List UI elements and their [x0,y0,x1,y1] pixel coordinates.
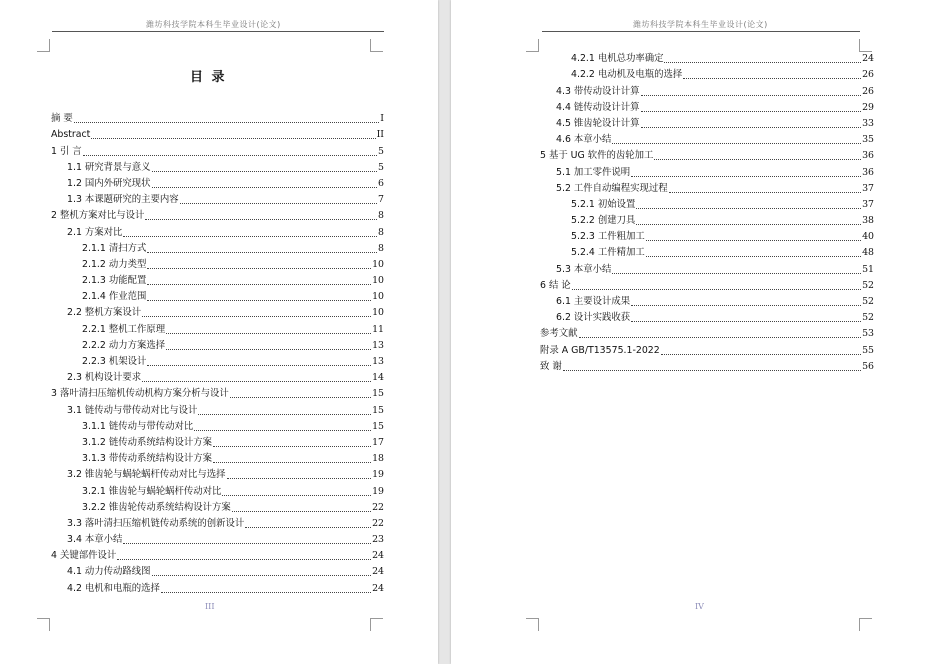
toc-leader-dots [572,289,861,290]
toc-entry-page-number: 48 [862,247,874,259]
toc-entry[interactable] [540,294,874,310]
toc-entry[interactable] [51,370,384,386]
toc-leader-dots [91,138,375,139]
toc-leader-dots [563,370,861,371]
toc-entry-label: 5.2.4 工件精加工 [571,247,645,259]
toc-entry[interactable] [51,451,384,467]
toc-leader-dots [641,95,862,96]
toc-entry[interactable] [51,338,384,354]
toc-entry[interactable] [51,516,384,532]
toc-entry-label: 4.5 锥齿轮设计计算 [556,117,640,129]
toc-leader-dots [194,430,371,431]
toc-entry[interactable] [540,229,874,245]
toc-list-left [51,111,384,597]
toc-entry[interactable] [51,467,384,483]
toc-entry-label: 3.4 本章小结 [67,534,123,546]
toc-entry-label: 5 基于 UG 软件的齿轮加工 [540,150,654,162]
toc-leader-dots [669,192,861,193]
toc-leader-dots [198,414,371,415]
toc-entry-label: 3.1.1 链传动与带传动对比 [82,420,194,432]
toc-leader-dots [74,122,380,123]
toc-entry[interactable] [540,164,874,180]
toc-leader-dots [147,284,371,285]
toc-entry[interactable] [51,192,384,208]
document-page-right [451,0,930,664]
toc-entry-page-number: 7 [378,194,384,206]
toc-entry-label: 5.1 加工零件说明 [556,166,631,178]
toc-entry-page-number: 8 [378,210,384,222]
toc-entry-label: 1 引 言 [51,145,82,157]
toc-entry[interactable] [540,116,874,132]
toc-entry[interactable] [51,241,384,257]
crop-mark-bottom-right [370,618,383,631]
toc-entry-label: 5.2.2 创建刀具 [571,215,636,227]
toc-entry[interactable] [51,548,384,564]
toc-leader-dots [612,273,861,274]
toc-leader-dots [245,527,371,528]
toc-entry-page-number: 35 [862,134,874,146]
toc-leader-dots [147,300,371,301]
page-number-footer: III [205,602,215,611]
toc-entry-page-number: 37 [862,198,874,210]
toc-entry[interactable] [540,278,874,294]
toc-entry-page-number: 36 [862,150,874,162]
header-rule [542,31,860,32]
toc-entry[interactable] [51,111,384,127]
toc-leader-dots [636,224,861,225]
toc-entry-label: 2.1.1 清扫方式 [82,242,147,254]
toc-entry[interactable] [51,500,384,516]
toc-entry-label: 1.3 本课题研究的主要内容 [67,194,179,206]
toc-leader-dots [683,78,861,79]
header-rule [52,31,384,32]
crop-mark-top-left [37,39,50,52]
toc-entry-page-number: 11 [372,323,384,335]
toc-entry-page-number: 24 [372,550,384,562]
toc-entry-label: 3.2.2 锥齿轮传动系统结构设计方案 [82,501,231,513]
toc-entry-page-number: 6 [378,177,384,189]
toc-entry-page-number: II [376,129,384,141]
toc-entry-label: 2.1.2 动力类型 [82,258,147,270]
toc-entry-page-number: 22 [372,517,384,529]
toc-entry-label: 2.2.2 动力方案选择 [82,339,166,351]
toc-entry-page-number: 29 [862,101,874,113]
toc-entry-label: 2 整机方案对比与设计 [51,210,145,222]
toc-entry-page-number: 8 [378,242,384,254]
toc-leader-dots [145,219,377,220]
toc-entry[interactable] [540,213,874,229]
toc-entry-page-number: 10 [372,307,384,319]
toc-leader-dots [213,446,371,447]
toc-entry[interactable] [51,435,384,451]
toc-leader-dots [166,333,371,334]
toc-entry-label: 2.2 整机方案设计 [67,307,142,319]
toc-leader-dots [147,252,377,253]
toc-entry-label: 2.3 机构设计要求 [67,372,142,384]
toc-leader-dots [152,187,378,188]
toc-entry-label: 4 关键部件设计 [51,550,117,562]
document-page-left [0,0,438,664]
toc-leader-dots [213,462,371,463]
toc-entry[interactable] [540,326,874,342]
toc-entry-page-number: 24 [372,582,384,594]
toc-entry[interactable] [540,51,874,67]
toc-entry-label: 1.2 国内外研究现状 [67,177,151,189]
toc-leader-dots [631,321,861,322]
toc-entry-page-number: 18 [372,453,384,465]
toc-entry-page-number: 15 [372,404,384,416]
toc-entry[interactable] [51,127,384,143]
toc-entry[interactable] [51,483,384,499]
toc-entry-label: 4.3 带传动设计计算 [556,85,640,97]
toc-entry-label: 2.2.3 机架设计 [82,356,147,367]
toc-entry-page-number: 52 [862,296,874,307]
toc-entry-page-number: 55 [862,344,874,356]
toc-entry-page-number: 51 [862,263,874,275]
toc-entry[interactable] [540,261,874,277]
toc-entry-label: 5.2.1 初始设置 [571,198,636,210]
toc-entry-label: 3.3 落叶清扫压缩机链传动系统的创新设计 [67,517,245,529]
toc-leader-dots [579,337,862,338]
toc-entry-label: 6.1 主要设计成果 [556,296,631,307]
toc-leader-dots [166,349,371,350]
toc-entry[interactable] [51,143,384,159]
toc-entry[interactable] [540,197,874,213]
toc-leader-dots [123,543,371,544]
toc-entry[interactable] [51,386,384,402]
toc-leader-dots [83,155,377,156]
toc-entry-page-number: 52 [862,312,874,324]
toc-entry-page-number: 36 [862,166,874,178]
toc-leader-dots [612,143,861,144]
toc-leader-dots [641,127,862,128]
toc-entry-label: 5.2.3 工件粗加工 [571,231,645,243]
toc-leader-dots [227,478,372,479]
toc-entry-label: 摘 要 [51,113,73,125]
toc-entry-page-number: 26 [862,85,874,97]
crop-mark-bottom-right [859,618,872,631]
toc-leader-dots [152,171,378,172]
crop-mark-top-left [526,39,539,52]
toc-entry[interactable] [540,132,874,148]
toc-entry-label: 3.1.3 带传动系统结构设计方案 [82,453,212,465]
page-header-text: 潍坊科技学院本科生毕业设计(论文) [146,20,281,29]
toc-entry-label: 5.2 工件自动编程实现过程 [556,182,668,194]
toc-leader-dots [147,268,371,269]
page-number-footer: IV [695,602,704,611]
toc-entry-page-number: 24 [862,53,874,65]
toc-leader-dots [152,575,372,576]
toc-entry-label: 4.2.1 电机总功率确定 [571,53,664,65]
toc-entry-label: 参考文献 [540,328,578,340]
toc-entry[interactable] [51,532,384,548]
toc-entry-page-number: 38 [862,215,874,227]
toc-entry[interactable] [51,321,384,337]
toc-entry-label: 3.1 链传动与带传动对比与设计 [67,404,198,416]
toc-entry[interactable] [540,342,874,358]
toc-entry[interactable] [51,257,384,273]
toc-entry-page-number: 13 [372,356,384,367]
toc-leader-dots [661,354,861,355]
toc-entry-label: 3.2 锥齿轮与蜗轮蜗杆传动对比与选择 [67,469,226,481]
toc-entry-page-number: 56 [862,360,874,372]
toc-entry[interactable] [51,402,384,418]
toc-entry-page-number: 5 [378,161,384,173]
toc-entry[interactable] [51,224,384,240]
toc-entry-page-number: 23 [372,534,384,546]
toc-entry[interactable] [51,354,384,370]
toc-entry-page-number: 53 [862,328,874,340]
toc-entry[interactable] [51,419,384,435]
toc-leader-dots [142,316,371,317]
toc-leader-dots [631,176,861,177]
toc-entry-label: 2.2.1 整机工作原理 [82,323,166,335]
toc-entry[interactable] [540,245,874,261]
toc-entry-label: 4.1 动力传动路线图 [67,566,151,578]
toc-entry-label: 3.2.1 锥齿轮与蜗轮蜗杆传动对比 [82,485,222,497]
toc-leader-dots [654,159,861,160]
toc-entry[interactable] [540,67,874,83]
crop-mark-bottom-left [526,618,539,631]
toc-entry-label: 附录 A GB/T13575.1-2022 [540,344,660,356]
toc-entry-label: 致 谢 [540,360,562,372]
toc-entry-page-number: 52 [862,279,874,291]
toc-entry[interactable] [51,305,384,321]
toc-entry-label: 4.2 电机和电瓶的选择 [67,582,160,594]
toc-entry-label: 2.1 方案对比 [67,226,123,238]
toc-entry[interactable] [51,580,384,596]
toc-list-right [540,51,874,375]
toc-leader-dots [147,365,371,366]
toc-entry-page-number: 19 [372,485,384,497]
toc-title: 目 录 [190,70,227,85]
toc-leader-dots [230,397,371,398]
toc-entry[interactable] [540,310,874,326]
toc-leader-dots [142,381,371,382]
toc-entry[interactable] [540,181,874,197]
toc-entry-label: 4.2.2 电动机及电瓶的选择 [571,69,683,81]
toc-entry[interactable] [51,289,384,305]
toc-entry-label: 4.4 链传动设计计算 [556,101,640,113]
toc-entry-label: 4.6 本章小结 [556,134,612,146]
toc-entry-page-number: I [380,113,384,125]
toc-leader-dots [664,62,861,63]
toc-leader-dots [232,511,371,512]
toc-leader-dots [123,236,377,237]
toc-entry-label: 2.1.4 作业范围 [82,291,147,303]
toc-entry-page-number: 10 [372,258,384,270]
toc-leader-dots [180,203,377,204]
toc-entry-page-number: 17 [372,436,384,448]
toc-entry-page-number: 13 [372,339,384,351]
toc-entry[interactable] [540,148,874,164]
toc-entry[interactable] [51,273,384,289]
toc-entry[interactable] [51,564,384,580]
toc-entry[interactable] [51,176,384,192]
toc-entry[interactable] [540,359,874,375]
toc-entry-page-number: 19 [372,469,384,481]
toc-entry-label: 6 结 论 [540,279,571,291]
toc-entry-page-number: 26 [862,69,874,81]
toc-entry-page-number: 8 [378,226,384,238]
toc-entry-page-number: 37 [862,182,874,194]
toc-entry-page-number: 5 [378,145,384,157]
toc-leader-dots [641,111,862,112]
toc-entry-label: Abstract [51,129,91,141]
page-header-text: 潍坊科技学院本科生毕业设计(论文) [633,20,768,29]
toc-entry-label: 2.1.3 功能配置 [82,275,147,287]
toc-entry-label: 3 落叶清扫压缩机传动机构方案分析与设计 [51,388,229,400]
toc-entry-label: 3.1.2 链传动系统结构设计方案 [82,436,212,448]
toc-leader-dots [117,559,371,560]
toc-entry[interactable] [51,208,384,224]
crop-mark-bottom-left [37,618,50,631]
toc-entry-page-number: 10 [372,275,384,287]
toc-leader-dots [646,240,861,241]
toc-entry-page-number: 15 [372,420,384,432]
toc-entry[interactable] [540,100,874,116]
toc-leader-dots [636,208,861,209]
toc-leader-dots [161,592,371,593]
toc-entry-page-number: 15 [372,388,384,400]
toc-entry-page-number: 33 [862,117,874,129]
toc-entry-page-number: 22 [372,501,384,513]
toc-entry-page-number: 40 [862,231,874,243]
toc-entry-page-number: 14 [372,372,384,384]
toc-leader-dots [222,495,371,496]
toc-entry-page-number: 24 [372,566,384,578]
toc-entry-label: 5.3 本章小结 [556,263,612,275]
toc-leader-dots [646,256,861,257]
toc-entry[interactable] [540,83,874,99]
toc-entry-label: 1.1 研究背景与意义 [67,161,151,173]
toc-entry[interactable] [51,160,384,176]
toc-entry-label: 6.2 设计实践收获 [556,312,631,324]
toc-leader-dots [631,305,861,306]
crop-mark-top-right [370,39,383,52]
toc-entry-page-number: 10 [372,291,384,303]
